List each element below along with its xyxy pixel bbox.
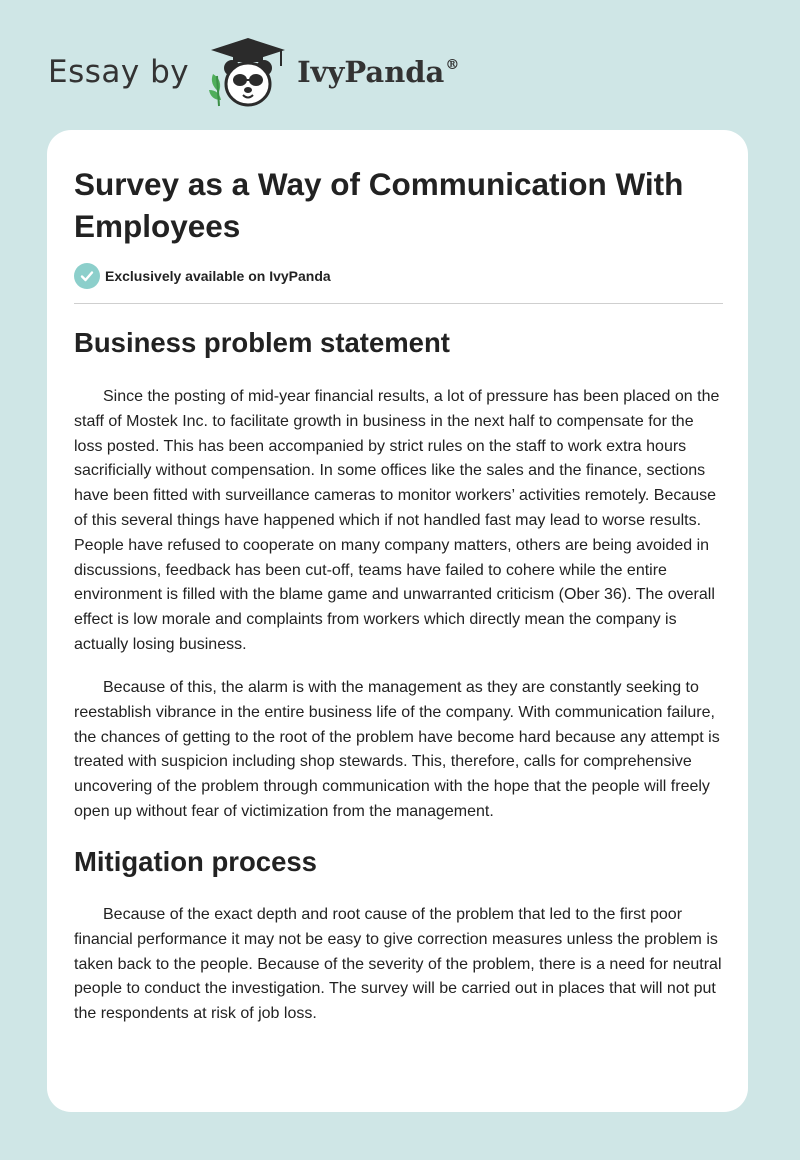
section-heading: Mitigation process bbox=[74, 846, 317, 877]
badge-text: Exclusively available on IvyPanda bbox=[105, 268, 331, 284]
panda-logo-icon bbox=[205, 34, 291, 110]
article-card bbox=[47, 130, 748, 1112]
divider bbox=[74, 303, 723, 304]
brand-name: IvyPanda® bbox=[297, 55, 460, 89]
exclusive-badge bbox=[74, 263, 331, 289]
paragraph: Because of this, the alarm is with the management as they are constantly seeking to reestablish vibrance in the entire business life of the company. With communication failure, the chances of getting to the root of the problem have become hard because any attempt is treated with suspicion including shop stewards. This, therefore, calls for comprehensive uncovering of the problem through communication with the hope that the people will freely open up without fear of victimization from the management. bbox=[74, 679, 720, 820]
article-title: Survey as a Way of Communication With Employees bbox=[74, 166, 684, 244]
brand-header bbox=[48, 32, 459, 112]
paragraph: Because of the exact depth and root cause of the problem that led to the first poor financial performance it may not be easy to give correction measures unless the problem is taken back to the people. Because of the severity of the problem, there is a need for neutral people to conduct the investigation. The survey will be carried out in places that will not put the respondents at risk of job loss. bbox=[74, 906, 722, 1023]
registered-mark: ® bbox=[445, 57, 460, 73]
brand-prefix: Essay by bbox=[48, 54, 190, 90]
checkmark-icon bbox=[74, 263, 100, 289]
section-heading: Business problem statement bbox=[74, 327, 450, 358]
paragraph: Since the posting of mid-year financial results, a lot of pressure has been placed on the staff of Mostek Inc. to facilitate growth in business in the next half to compensate for the loss posted. This has been accompanied by strict rules on the staff to work extra hours sacrificially without compensation. In some offices like the sales and the finance, sections have been fitted with surveillance cameras to monitor workers’ activities remotely. Because of this several things have happened which if not handled fast may lead to worse results. People have refused to cooperate on many company matters, others are being avoided in discussions, feedback has been cut-off, teams have failed to cohere while the entire environment is filled with the blame game and unwarranted criticism (Ober 36). The overall effect is low morale and complaints from workers which directly mean the company is actually losing business. bbox=[74, 388, 720, 653]
